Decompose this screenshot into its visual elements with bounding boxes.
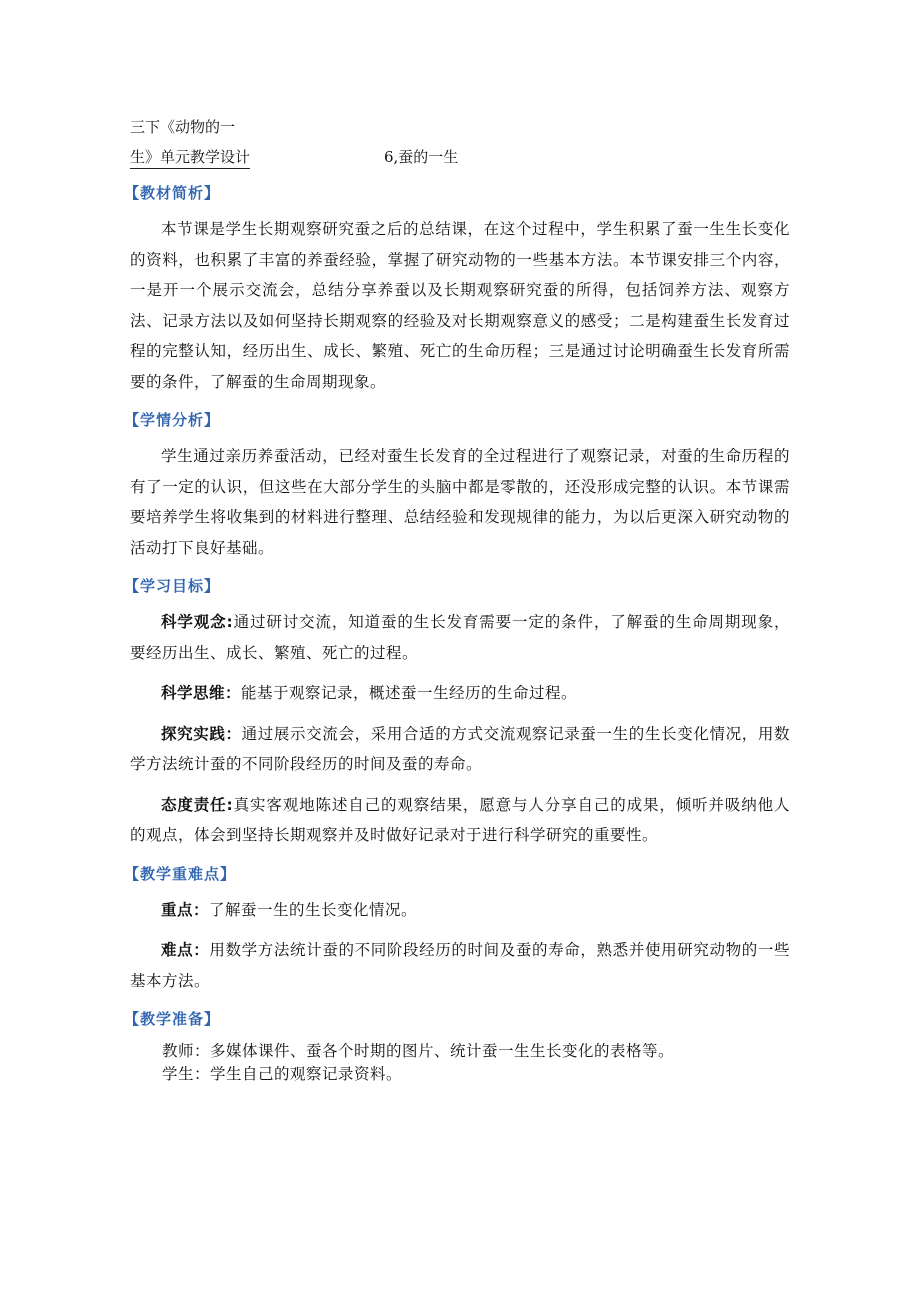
preparation-teacher: 教师：多媒体课件、蚕各个时期的图片、统计蚕一生生长变化的表格等。: [162, 1042, 675, 1060]
goal-item: [130, 678, 790, 709]
goal-text: 通过展示交流会，采用合适的方式交流观察记录蚕一生的生长变化情况，用数学方法统计蚕的不同阶段经历的时间及蚕的寿命。: [130, 724, 790, 773]
section-heading: 【教学重难点】: [124, 864, 237, 883]
section-preparation: [124, 1006, 790, 1086]
lesson-title: 6,蚕的一生: [384, 148, 459, 166]
section-paragraph: 学生通过亲历养蚕活动，已经对蚕生长发育的全过程进行了观察记录，对蚕的生命历程的有了一定的认识，但这些在大部分学生的头脑中都是零散的，还没形成完整的认识。本节课需要培养学生将收集到的材料进行整理、总结经验和发现规律的能力，为以后更深入研究动物的活动打下良好基础。: [130, 447, 790, 557]
keypoint-text: 用数学方法统计蚕的不同阶段经历的时间及蚕的寿命，熟悉并使用研究动物的一些基本方法。: [130, 941, 790, 990]
section-textbook-analysis: [124, 180, 790, 397]
preparation-student: 学生：学生自己的观察记录资料。: [162, 1065, 403, 1083]
title-line-1: [130, 112, 730, 142]
unit-title-part2: 生》单元教学设计: [130, 146, 250, 169]
keypoint-label: 难点：: [161, 941, 210, 959]
keypoint-text: 了解蚕一生的生长变化情况。: [209, 900, 418, 919]
section-heading: 【学情分析】: [124, 411, 221, 429]
section-student-analysis: [124, 407, 790, 563]
goal-text: 通过研讨交流，知道蚕的生长发育需要一定的条件，了解蚕的生命周期现象，要经历出生、成长、繁殖、死亡的过程。: [130, 613, 790, 662]
goal-item: [130, 719, 790, 780]
section-heading: 【学习目标】: [124, 577, 221, 595]
keypoint-item: [130, 935, 790, 996]
goal-text: 真实客观地陈述自己的观察结果，愿意与人分享自己的成果，倾听并吸纳他人的观点，体会到坚持长期观察并及时做好记录对于进行科学研究的重要性。: [130, 795, 790, 844]
document-body: [124, 180, 790, 1088]
section-learning-goals: [124, 573, 790, 851]
goal-item: [130, 790, 790, 851]
goal-item: [130, 607, 790, 668]
keypoint-item: [130, 895, 790, 926]
title-line-2: [130, 142, 730, 172]
section-heading: 【教材简析】: [124, 184, 221, 202]
section-key-points: [124, 861, 790, 997]
goal-label: 科学观念:: [161, 613, 234, 631]
keypoint-label: 重点：: [161, 900, 210, 919]
goal-text: 能基于观察记录，概述蚕一生经历的生命过程。: [241, 684, 578, 702]
goal-label: 科学思维：: [161, 684, 242, 702]
unit-title-part1: 三下《动物的一: [130, 118, 236, 136]
section-heading: 【教学准备】: [124, 1010, 221, 1028]
goal-label: 态度责任:: [161, 795, 234, 814]
goal-label: 探究实践：: [161, 724, 242, 743]
document-title: [130, 112, 730, 172]
section-paragraph: 本节课是学生长期观察研究蚕之后的总结课，在这个过程中，学生积累了蚕一生生长变化的资料，也积累了丰富的养蚕经验，掌握了研究动物的一些基本方法。本节课安排三个内容，一是开一个展示交流会，总结分享养蚕以及长期观察研究蚕的所得，包括饲养方法、观察方法、记录方法以及如何坚持长期观察的经验及对长期观察意义的感受；二是构建蚕生长发育过程的完整认知，经历出生、成长、繁殖、死亡的生命历程；三是通过讨论明确蚕生长发育所需要的条件，了解蚕的生命周期现象。: [130, 220, 790, 391]
